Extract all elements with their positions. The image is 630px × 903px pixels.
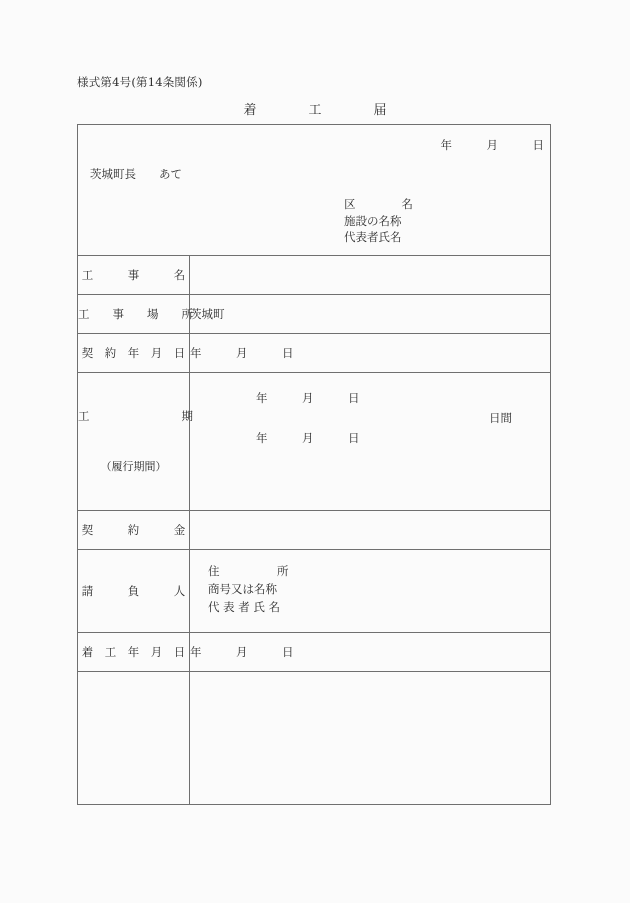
table-row-start-date [78, 633, 551, 672]
addressee-cell [78, 125, 551, 256]
table-row-contractor [78, 550, 551, 633]
label-contract-amount: 契 約 金 [78, 511, 190, 550]
label-construction-site: 工 事 場 所 [78, 295, 190, 334]
table-row-construction-period [78, 373, 551, 511]
value-contractor [190, 550, 551, 633]
table-row-contract-amount [78, 511, 551, 550]
value-start-date[interactable]: 年 月 日 [190, 633, 551, 672]
label-start-date: 着 工 年 月 日 [78, 633, 190, 672]
value-construction-site[interactable]: 茨城町 [190, 295, 551, 334]
page-title: 着 工 届 [243, 103, 387, 118]
applicant-representative-label: 代表者氏名 [344, 230, 402, 245]
contractor-representative-label: 代 表 者 氏 名 [208, 599, 281, 614]
label-notes [78, 672, 190, 805]
label-construction-name: 工 事 名 [78, 256, 190, 295]
contractor-address-label: 住 所 [208, 564, 289, 579]
table-row-contract-date [78, 334, 551, 373]
value-contract-amount[interactable] [190, 511, 551, 550]
table-row-notes [78, 672, 551, 805]
district-name-label: 区 名 [344, 197, 413, 211]
period-days-unit: 日間 [489, 411, 512, 425]
addressee-line: 茨城町長 あて [90, 167, 182, 181]
table-row-construction-site [78, 295, 551, 334]
contractor-trade-name-label: 商号又は名称 [208, 582, 277, 597]
value-construction-name[interactable] [190, 256, 551, 295]
table-row-addressee [78, 125, 551, 256]
period-start-date[interactable]: 年 月 日 [256, 391, 360, 405]
value-contract-date[interactable]: 年 月 日 [190, 334, 551, 373]
table-row-construction-name [78, 256, 551, 295]
period-end-date[interactable]: 年 月 日 [256, 431, 360, 445]
applicant-block [344, 196, 413, 246]
value-construction-period [190, 373, 551, 511]
construction-start-notification-table [77, 124, 551, 805]
label-construction-period [78, 373, 193, 511]
facility-name-label: 施設の名称 [344, 213, 402, 228]
value-notes[interactable] [190, 672, 551, 805]
label-contract-date: 契 約 年 月 日 [78, 334, 190, 373]
label-construction-period-sub: （履行期間） [100, 460, 167, 474]
label-contractor: 請 負 人 [78, 550, 190, 633]
contractor-block [208, 563, 289, 616]
form-number: 様式第4号(第14条関係) [77, 75, 203, 89]
submission-date-line: 年 月 日 [440, 138, 544, 152]
label-construction-period-main: 工 期 [78, 408, 193, 423]
